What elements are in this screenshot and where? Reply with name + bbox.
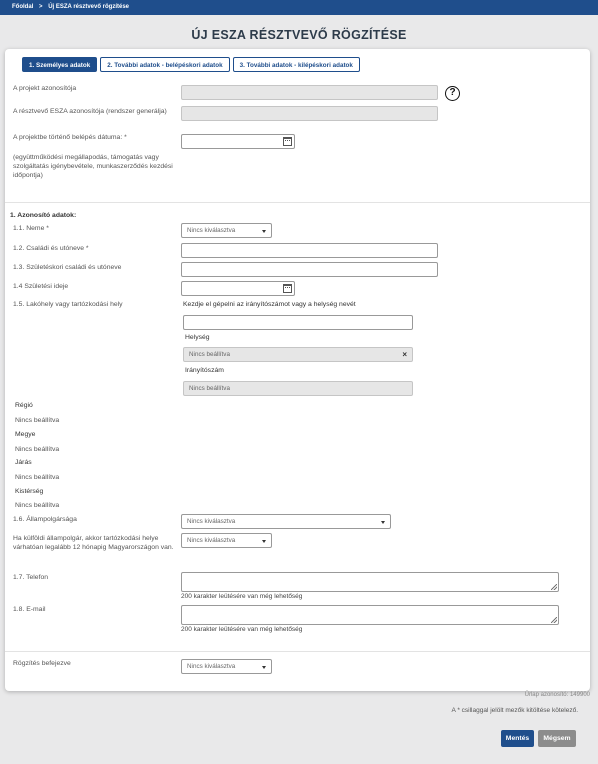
completion-label: Rögzítés befejezve xyxy=(13,660,71,667)
breadcrumb xyxy=(0,0,598,15)
form-card xyxy=(5,49,590,691)
completion-value: Nincs kiválasztva xyxy=(187,663,236,670)
zip-field xyxy=(183,381,413,396)
entry-date-input[interactable] xyxy=(181,134,295,149)
settlement-value: Nincs beállítva xyxy=(189,351,230,358)
breadcrumb-current: Új ESZA résztvevő rögzítése xyxy=(48,4,130,10)
zip-label: Irányítószám xyxy=(185,367,224,374)
save-button[interactable]: Mentés xyxy=(501,730,534,747)
email-label: 1.8. E-mail xyxy=(13,606,46,613)
chevron-down-icon xyxy=(262,230,266,233)
address-hint: Kezdje el gépelni az irányítószámot vagy a helység nevét xyxy=(183,301,356,308)
district-label: Járás xyxy=(15,459,32,466)
foreign-residence-select[interactable] xyxy=(181,533,272,548)
entry-date-note: (együttműködési megállapodás, támogatás vagy szolgáltatás igénybevétele, munkaszerződés kezdési időpontja) xyxy=(13,154,173,179)
page-title: ÚJ ESZA RÉSZTVEVŐ RÖGZÍTÉSE xyxy=(191,28,407,42)
chevron-down-icon xyxy=(381,521,385,524)
name-input[interactable] xyxy=(181,243,438,258)
county-label: Megye xyxy=(15,431,36,438)
email-textarea[interactable] xyxy=(181,605,559,625)
cancel-button[interactable]: Mégsem xyxy=(538,730,576,747)
breadcrumb-home-link[interactable]: Főoldal xyxy=(12,4,34,10)
completion-select[interactable] xyxy=(181,659,272,674)
section-divider xyxy=(5,202,590,203)
chevron-down-icon xyxy=(262,540,266,543)
identification-heading: 1. Azonosító adatok: xyxy=(10,212,77,219)
tab-bar xyxy=(22,57,363,72)
region-label: Régió xyxy=(15,402,33,409)
settlement-label: Helység xyxy=(185,334,210,341)
birth-date-input[interactable] xyxy=(181,281,295,296)
phone-char-counter: 200 karakter leütésére van még lehetőség xyxy=(181,593,303,600)
subregion-value: Nincs beállítva xyxy=(15,502,60,509)
citizenship-label: 1.6. Állampolgársága xyxy=(13,516,77,523)
tab-personal-data[interactable]: 1. Személyes adatok xyxy=(22,57,97,72)
gender-value: Nincs kiválasztva xyxy=(187,227,236,234)
tab-exit-data[interactable]: 3. További adatok - kilépéskori adatok xyxy=(233,57,360,72)
citizenship-select[interactable] xyxy=(181,514,391,529)
form-id: Űrlap azonosító: 149900 xyxy=(524,692,590,698)
name-label: 1.2. Családi és utóneve * xyxy=(13,245,89,252)
required-note: A * csillaggal jelölt mezők kitöltése kötelező. xyxy=(451,707,578,714)
esza-id-label: A résztvevő ESZA azonosítója (rendszer generálja) xyxy=(13,108,167,115)
region-value: Nincs beállítva xyxy=(15,417,60,424)
breadcrumb-separator: > xyxy=(39,4,43,10)
foreign-residence-value: Nincs kiválasztva xyxy=(187,537,236,544)
esza-id-field xyxy=(181,106,438,121)
county-value: Nincs beállítva xyxy=(15,446,60,453)
birth-date-label: 1.4 Születési ideje xyxy=(13,283,69,290)
citizenship-value: Nincs kiválasztva xyxy=(187,518,236,525)
email-char-counter: 200 karakter leütésére van még lehetőség xyxy=(181,626,303,633)
address-search-input[interactable] xyxy=(183,315,413,330)
zip-value: Nincs beállítva xyxy=(189,385,230,392)
entry-date-label: A projektbe történő belépés dátuma: * xyxy=(13,134,127,141)
subregion-label: Kistérség xyxy=(15,488,44,495)
birth-name-input[interactable] xyxy=(181,262,438,277)
calendar-icon[interactable] xyxy=(283,284,292,293)
district-value: Nincs beállítva xyxy=(15,474,60,481)
phone-textarea[interactable] xyxy=(181,572,559,592)
project-id-label: A projekt azonosítója xyxy=(13,85,77,92)
settlement-field xyxy=(183,347,413,362)
help-icon[interactable]: ? xyxy=(445,86,460,101)
foreign-residence-label: Ha külföldi állampolgár, akkor tartózkodási helye várhatóan legalább 12 hónapig Magyarországon van. xyxy=(13,535,174,551)
address-label: 1.5. Lakóhely vagy tartózkodási hely xyxy=(13,301,123,308)
calendar-icon[interactable] xyxy=(283,137,292,146)
chevron-down-icon xyxy=(262,666,266,669)
tab-entry-data[interactable]: 2. További adatok - belépéskori adatok xyxy=(100,57,229,72)
birth-name-label: 1.3. Születéskori családi és utóneve xyxy=(13,264,122,271)
phone-label: 1.7. Telefon xyxy=(13,574,49,581)
project-id-field xyxy=(181,85,438,100)
gender-select[interactable] xyxy=(181,223,272,238)
clear-icon[interactable]: × xyxy=(402,350,407,359)
section-divider xyxy=(5,651,590,652)
gender-label: 1.1. Neme * xyxy=(13,225,49,232)
